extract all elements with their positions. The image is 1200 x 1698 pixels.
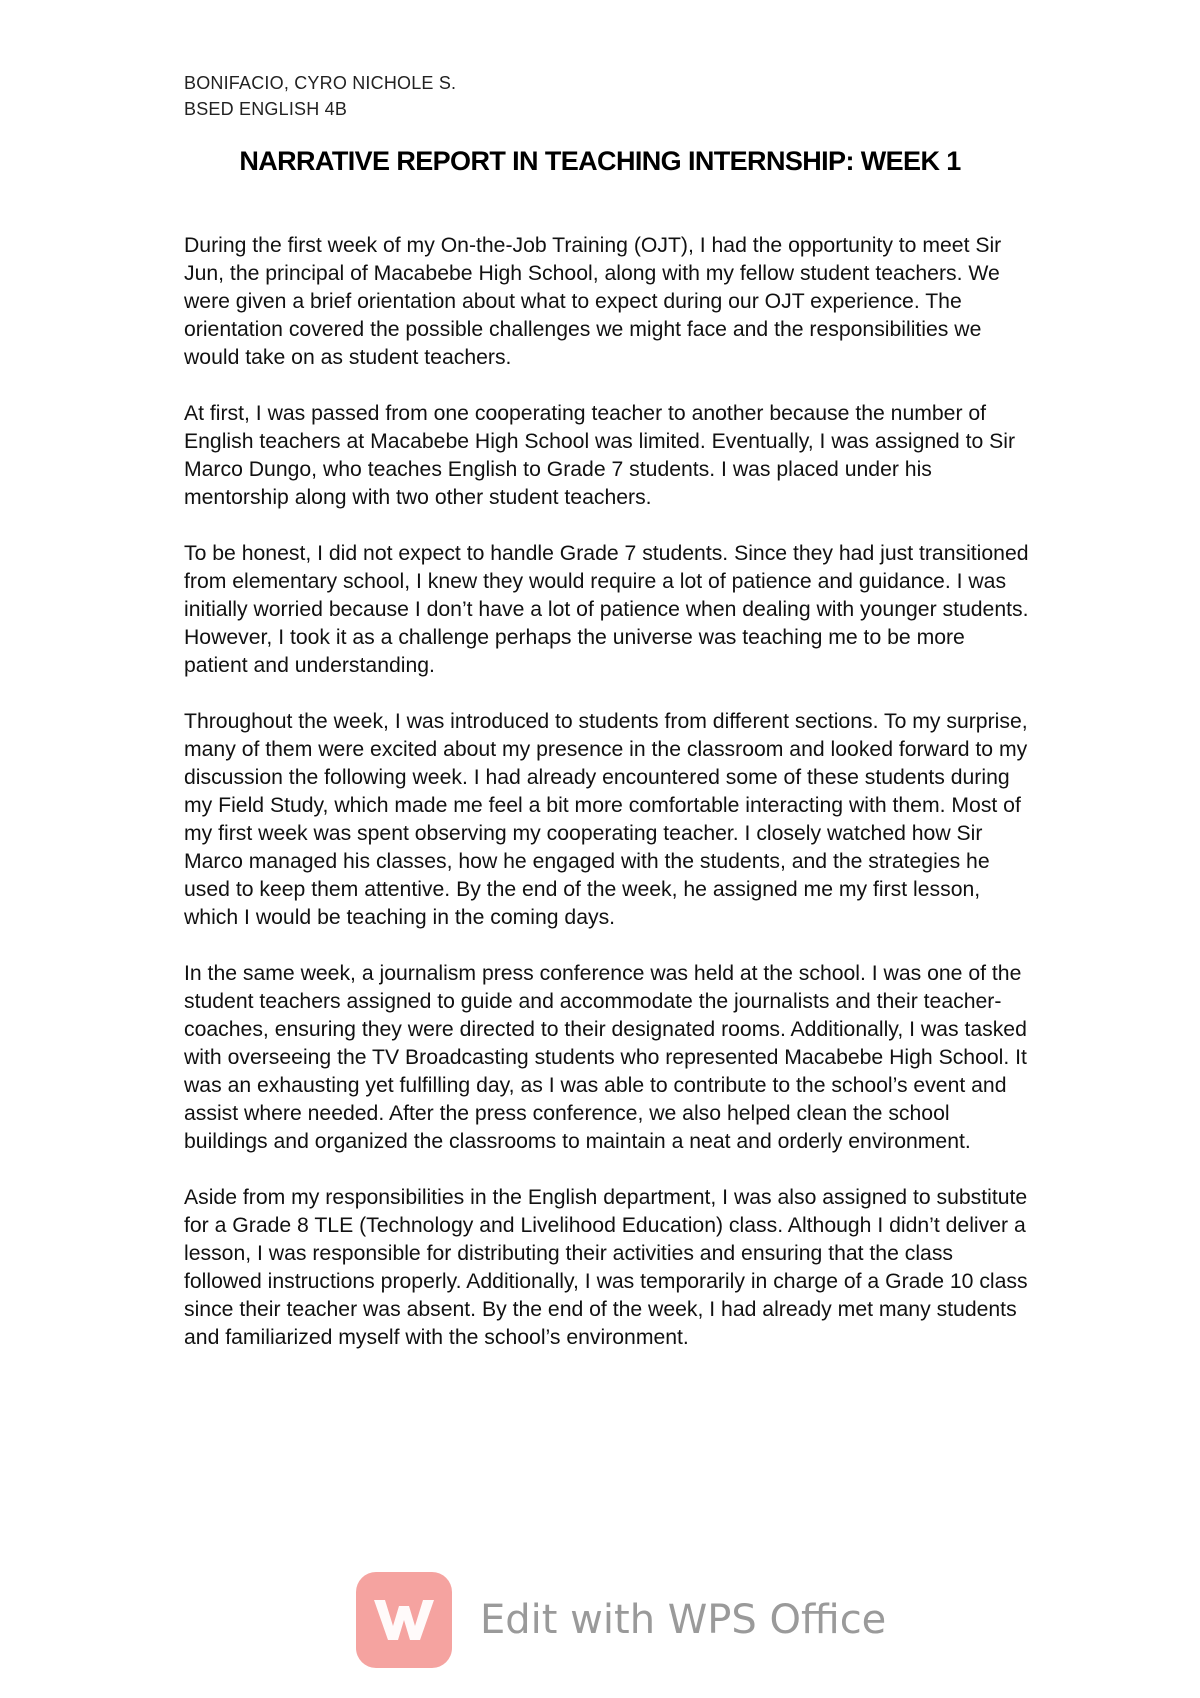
- paragraph-3: To be honest, I did not expect to handle Grade 7 students. Since they had just transitioned from elementary school, I knew they would require a lot of patience and guidance. I was initially worried because I don’t have a lot of patience when dealing with younger students. However, I took it as a challenge perhaps the universe was teaching me to be more patient and understanding.: [184, 542, 1029, 677]
- paragraph-5: In the same week, a journalism press conference was held at the school. I was one of the student teachers assigned to guide and accommodate the journalists and their teacher-coaches, ensuring they were directed to their designated rooms. Additionally, I was tasked with overseeing the TV Broadcasting students who represented Macabebe High School. It was an exhausting yet fulfilling day, as I was able to contribute to the school’s event and assist where needed. After the press conference, we also helped clean the school buildings and organized the classrooms to maintain a neat and orderly environment.: [184, 962, 1027, 1153]
- wps-watermark: [356, 1570, 887, 1670]
- author-course: BSED ENGLISH 4B: [184, 99, 348, 119]
- paragraph-1: During the first week of my On-the-Job Training (OJT), I had the opportunity to meet Sir Jun, the principal of Macabebe High School, along with my fellow student teachers. We were given a brief orientation about what to expect during our OJT experience. The orientation covered the possible challenges we might face and the responsibilities we would take on as student teachers.: [184, 234, 1002, 369]
- paragraph-6: Aside from my responsibilities in the English department, I was also assigned to substitute for a Grade 8 TLE (Technology and Livelihood Education) class. Although I didn’t deliver a lesson, I was responsible for distributing their activities and ensuring that the class followed instructions properly. Additionally, I was temporarily in charge of a Grade 10 class since their teacher was absent. By the end of the week, I had already met many students and familiarized myself with the school’s environment.: [184, 1186, 1028, 1349]
- document-title: NARRATIVE REPORT IN TEACHING INTERNSHIP: WEEK 1: [239, 146, 961, 176]
- document-header: [184, 70, 456, 122]
- document-body: [184, 232, 1034, 1380]
- author-name: BONIFACIO, CYRO NICHOLE S.: [184, 73, 457, 93]
- wps-office-logo-icon: [356, 1572, 452, 1668]
- paragraph-4: Throughout the week, I was introduced to students from different sections. To my surprise, many of them were excited about my presence in the classroom and looked forward to my discussion the following week. I had already encountered some of these students during my Field Study, which made me feel a bit more comfortable interacting with them. Most of my first week was spent observing my cooperating teacher. I closely watched how Sir Marco managed his classes, how he engaged with the students, and the strategies he used to keep them attentive. By the end of the week, he assigned me my first lesson, which I would be teaching in the coming days.: [184, 710, 1028, 929]
- wps-watermark-text: Edit with WPS Office: [480, 1597, 887, 1643]
- wps-logo-glyph: [368, 1590, 440, 1650]
- paragraph-2: At first, I was passed from one cooperating teacher to another because the number of English teachers at Macabebe High School was limited. Eventually, I was assigned to Sir Marco Dungo, who teaches English to Grade 7 students. I was placed under his mentorship along with two other student teachers.: [184, 402, 1016, 509]
